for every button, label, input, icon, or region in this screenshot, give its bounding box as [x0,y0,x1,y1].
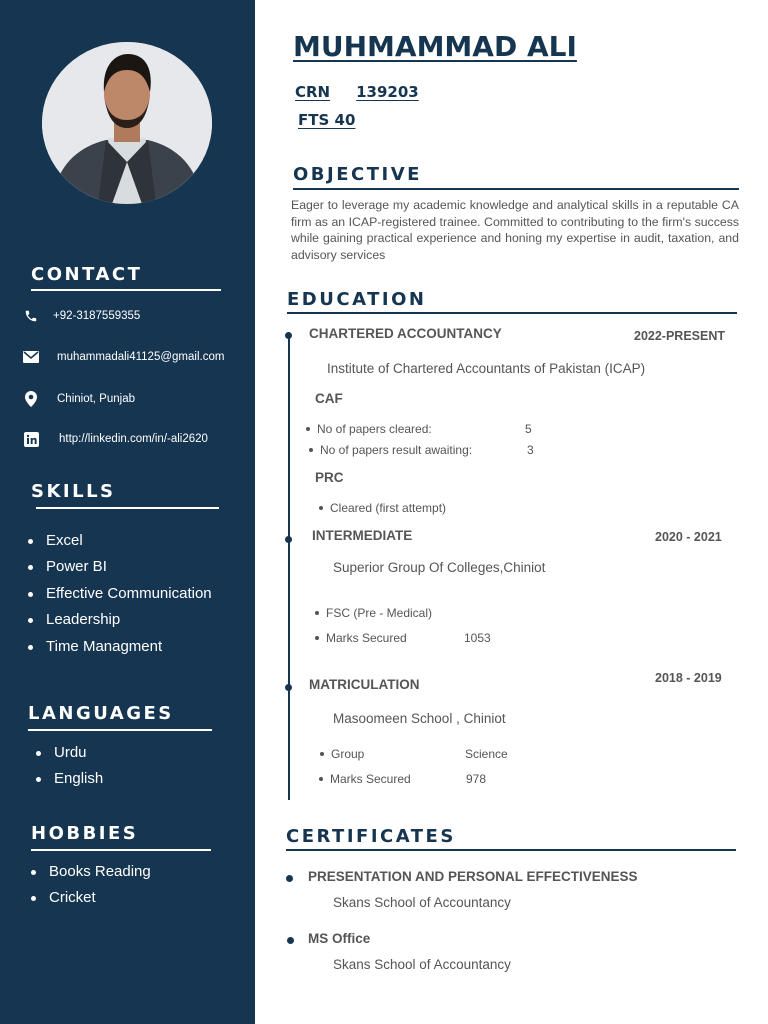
phone-icon [20,306,42,326]
linkedin-text[interactable]: http://linkedin.com/in/-ali2620 [59,433,208,445]
crn-line [295,83,419,101]
list-item: Effective Communication [28,581,212,607]
timeline-dot [285,332,292,339]
caf-title: CAF [315,391,343,406]
list-item: Time Managment [28,634,212,660]
location-text: Chiniot, Punjab [57,393,135,405]
contact-phone [20,306,140,326]
certificate-institute: Skans School of Accountancy [333,957,511,972]
contact-email [20,347,224,367]
list-item: Excel [28,528,212,554]
linkedin-icon [20,429,42,449]
matriculation-item-label: Marks Secured [330,772,411,786]
skills-list [28,528,212,660]
intermediate-title: INTERMEDIATE [312,528,413,543]
certificate-dot [287,937,294,944]
matriculation-item-value: Science [465,747,508,761]
envelope-icon [20,347,42,367]
matriculation-item-label: Group [331,747,365,761]
contact-location [20,389,135,409]
certificate-title: PRESENTATION AND PERSONAL EFFECTIVENESS [308,869,638,884]
languages-heading: LANGUAGES [28,703,174,724]
languages-list [36,740,103,793]
ca-title: CHARTERED ACCOUNTANCY [309,326,502,341]
list-item: English [36,766,103,792]
contact-heading: CONTACT [31,264,143,285]
certificates-divider [286,849,736,851]
list-item: Leadership [28,607,212,633]
intermediate-item-value: 1053 [464,631,491,645]
profile-photo [42,42,212,204]
matriculation-institute: Masoomeen School , Chiniot [333,711,506,726]
intermediate-institute: Superior Group Of Colleges,Chiniot [333,560,546,575]
list-item: Cricket [31,885,151,911]
map-pin-icon [20,389,42,409]
contact-divider [31,289,221,291]
list-item: Power BI [28,554,212,580]
intermediate-date: 2020 - 2021 [655,530,722,544]
prc-item: Cleared (first attempt) [330,501,447,515]
intermediate-item-label: FSC (Pre - Medical) [326,606,433,620]
caf-item-value: 3 [527,443,534,457]
crn-label: CRN [295,83,331,101]
fts-line: FTS 40 [298,111,356,129]
prc-title: PRC [315,470,344,485]
matriculation-date: 2018 - 2019 [655,671,722,685]
certificate-institute: Skans School of Accountancy [333,895,511,910]
caf-item-label: No of papers result awaiting: [320,443,473,457]
certificate-dot [286,875,293,882]
ca-date: 2022-PRESENT [634,329,726,343]
intermediate-item-label: Marks Secured [326,631,407,645]
caf-item-label: No of papers cleared: [317,422,432,436]
objective-text: Eager to leverage my academic knowledge and analytical skills in a reputable CA firm as an ICAP-registered trainee. Committed to contributing to the firm's success while gaining practical experience and honing my expertise in audit, taxation, and advisory services [291,198,739,262]
hobbies-list [31,859,151,912]
phone-text: +92-3187559355 [53,310,141,322]
sidebar [0,0,255,1024]
languages-divider [28,729,212,731]
matriculation-title: MATRICULATION [309,677,420,692]
list-item: Books Reading [31,859,151,885]
skills-divider [36,507,219,509]
ca-institute: Institute of Chartered Accountants of Pakistan (ICAP) [327,361,646,376]
list-item: Urdu [36,740,103,766]
objective-heading: OBJECTIVE [293,164,422,185]
email-text[interactable]: muhammadali41125@gmail.com [57,351,225,363]
objective-divider [293,188,739,190]
education-divider [287,312,737,314]
matriculation-item-value: 978 [466,772,487,786]
certificate-title: MS Office [308,931,371,946]
crn-value: 139203 [356,83,419,101]
education-heading: EDUCATION [287,289,427,310]
hobbies-divider [31,849,211,851]
timeline-dot [285,536,292,543]
timeline-dot [285,684,292,691]
education-timeline [288,333,290,800]
contact-linkedin [20,429,208,449]
caf-item-value: 5 [525,422,532,436]
skills-heading: SKILLS [31,481,116,502]
hobbies-heading: HOBBIES [31,823,139,844]
certificates-heading: CERTIFICATES [286,826,456,847]
candidate-name: MUHMAMMAD ALI [293,30,577,63]
